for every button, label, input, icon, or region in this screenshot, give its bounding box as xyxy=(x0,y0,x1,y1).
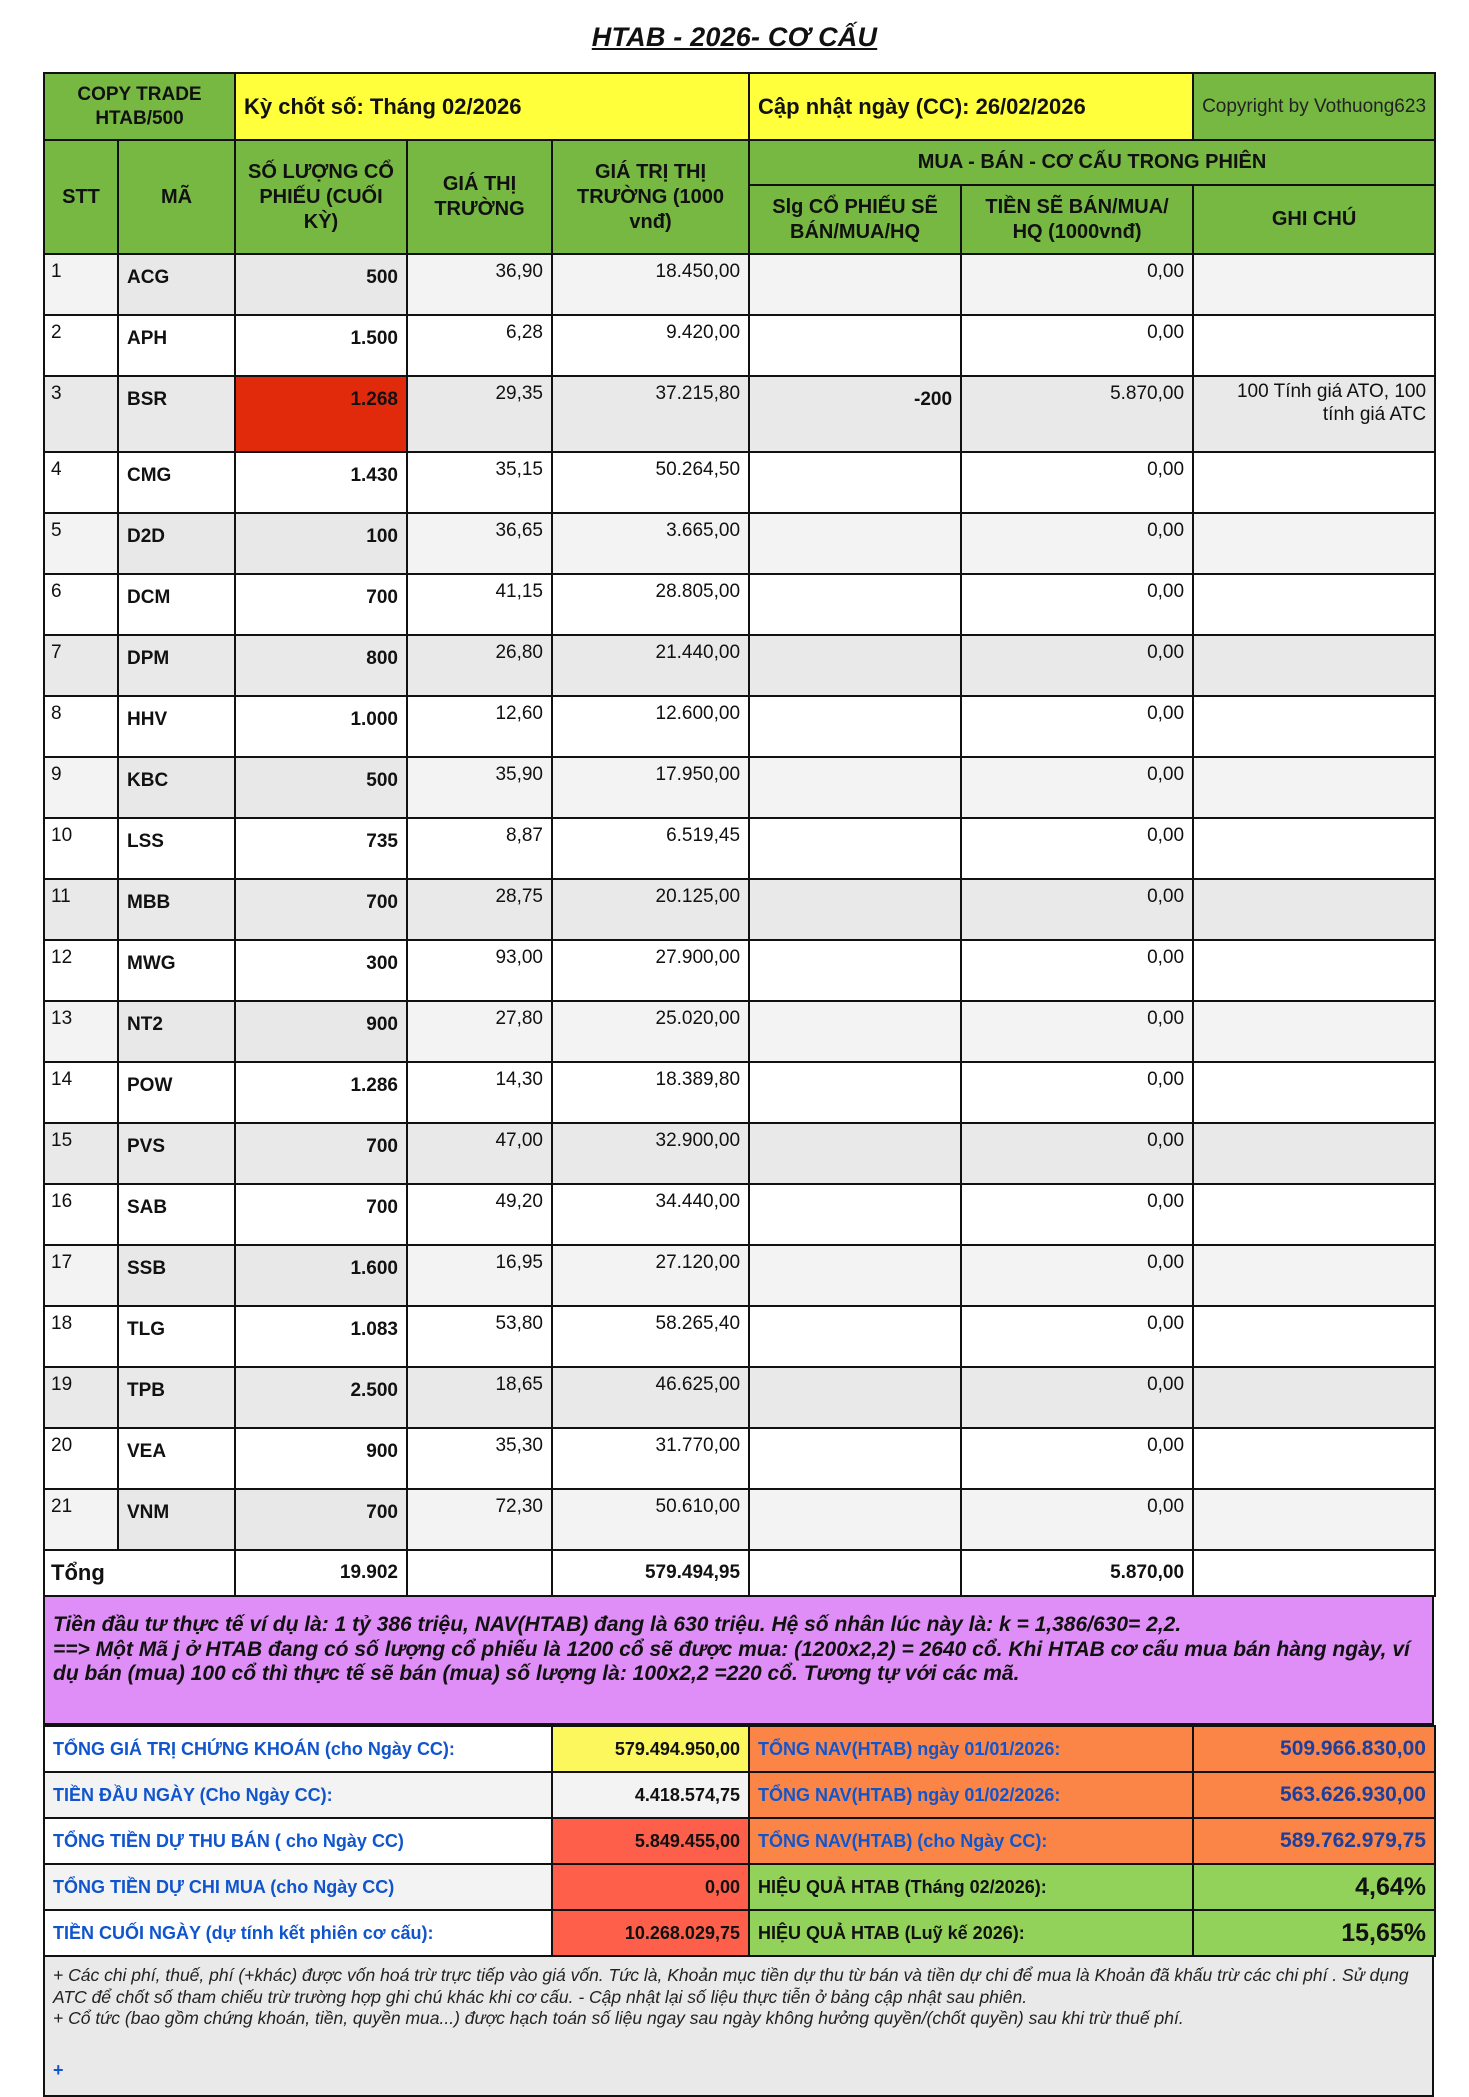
row-stt: 6 xyxy=(44,574,118,635)
row-so-luong: 800 xyxy=(235,635,407,696)
table-row xyxy=(44,1062,1435,1123)
row-stt: 7 xyxy=(44,635,118,696)
table-row xyxy=(44,513,1435,574)
row-tien-ban-mua: 0,00 xyxy=(961,757,1193,818)
table-row xyxy=(44,757,1435,818)
row-gia-tri: 20.125,00 xyxy=(552,879,749,940)
row-tien-ban-mua: 0,00 xyxy=(961,635,1193,696)
row-ghi-chu xyxy=(1193,879,1435,940)
row-ticker: APH xyxy=(118,315,235,376)
row-gia-tri: 34.440,00 xyxy=(552,1184,749,1245)
row-tien-ban-mua: 0,00 xyxy=(961,513,1193,574)
row-tien-ban-mua: 0,00 xyxy=(961,1123,1193,1184)
row-ticker: KBC xyxy=(118,757,235,818)
table-row xyxy=(44,1184,1435,1245)
row-so-luong: 735 xyxy=(235,818,407,879)
row-ghi-chu: 100 Tính giá ATO, 100 tính giá ATC xyxy=(1193,376,1435,452)
row-gia-tri: 27.120,00 xyxy=(552,1245,749,1306)
summary-row xyxy=(44,1910,1435,1956)
table-row xyxy=(44,1306,1435,1367)
row-slg-ban-mua: -200 xyxy=(749,376,961,452)
row-slg-ban-mua xyxy=(749,1062,961,1123)
row-gia-thi-truong: 8,87 xyxy=(407,818,552,879)
row-stt: 14 xyxy=(44,1062,118,1123)
total-so-luong: 19.902 xyxy=(235,1550,407,1596)
row-slg-ban-mua xyxy=(749,1306,961,1367)
table-row xyxy=(44,940,1435,1001)
summary-right-value: 15,65% xyxy=(1193,1910,1435,1956)
row-gia-tri: 6.519,45 xyxy=(552,818,749,879)
row-tien-ban-mua: 0,00 xyxy=(961,574,1193,635)
total-empty-gia xyxy=(407,1550,552,1596)
table-row xyxy=(44,818,1435,879)
row-slg-ban-mua xyxy=(749,1245,961,1306)
table-row xyxy=(44,1489,1435,1550)
col-header-so-luong: SỐ LƯỢNG CỔ PHIẾU (CUỐI KỲ) xyxy=(235,140,407,254)
table-row xyxy=(44,1001,1435,1062)
row-tien-ban-mua: 0,00 xyxy=(961,1245,1193,1306)
total-empty-slg xyxy=(749,1550,961,1596)
total-empty-note xyxy=(1193,1550,1435,1596)
row-gia-thi-truong: 35,15 xyxy=(407,452,552,513)
copy-trade-label: COPY TRADE HTAB/500 xyxy=(44,73,235,140)
table-row xyxy=(44,1428,1435,1489)
row-ghi-chu xyxy=(1193,940,1435,1001)
row-ticker: BSR xyxy=(118,376,235,452)
row-gia-thi-truong: 18,65 xyxy=(407,1367,552,1428)
row-tien-ban-mua: 0,00 xyxy=(961,452,1193,513)
row-gia-tri: 18.450,00 xyxy=(552,254,749,315)
row-slg-ban-mua xyxy=(749,1001,961,1062)
row-gia-thi-truong: 53,80 xyxy=(407,1306,552,1367)
row-so-luong: 1.268 xyxy=(235,376,407,452)
add-note-plus-icon[interactable]: + xyxy=(53,2059,64,2080)
row-ghi-chu xyxy=(1193,1428,1435,1489)
period-label: Kỳ chốt số: Tháng 02/2026 xyxy=(235,73,749,140)
row-ghi-chu xyxy=(1193,1001,1435,1062)
row-ticker: VEA xyxy=(118,1428,235,1489)
row-ticker: ACG xyxy=(118,254,235,315)
row-slg-ban-mua xyxy=(749,1489,961,1550)
row-slg-ban-mua xyxy=(749,254,961,315)
summary-right-value: 4,64% xyxy=(1193,1864,1435,1910)
summary-row xyxy=(44,1772,1435,1818)
row-slg-ban-mua xyxy=(749,879,961,940)
row-gia-tri: 31.770,00 xyxy=(552,1428,749,1489)
row-ticker: LSS xyxy=(118,818,235,879)
row-tien-ban-mua: 0,00 xyxy=(961,940,1193,1001)
row-gia-tri: 12.600,00 xyxy=(552,696,749,757)
row-gia-tri: 18.389,80 xyxy=(552,1062,749,1123)
table-row xyxy=(44,452,1435,513)
row-gia-thi-truong: 29,35 xyxy=(407,376,552,452)
row-ticker: SSB xyxy=(118,1245,235,1306)
row-gia-tri: 32.900,00 xyxy=(552,1123,749,1184)
row-so-luong: 700 xyxy=(235,879,407,940)
row-gia-thi-truong: 12,60 xyxy=(407,696,552,757)
summary-row xyxy=(44,1818,1435,1864)
row-stt: 15 xyxy=(44,1123,118,1184)
row-ticker: VNM xyxy=(118,1489,235,1550)
row-slg-ban-mua xyxy=(749,757,961,818)
row-slg-ban-mua xyxy=(749,315,961,376)
row-so-luong: 100 xyxy=(235,513,407,574)
row-ghi-chu xyxy=(1193,818,1435,879)
table-row xyxy=(44,879,1435,940)
col-group-mua-ban: MUA - BÁN - CƠ CẤU TRONG PHIÊN xyxy=(749,140,1435,185)
row-so-luong: 700 xyxy=(235,1184,407,1245)
row-gia-thi-truong: 27,80 xyxy=(407,1001,552,1062)
row-gia-thi-truong: 35,90 xyxy=(407,757,552,818)
row-gia-thi-truong: 47,00 xyxy=(407,1123,552,1184)
summary-row xyxy=(44,1864,1435,1910)
row-so-luong: 1.286 xyxy=(235,1062,407,1123)
summary-left-value: 0,00 xyxy=(552,1864,749,1910)
row-gia-thi-truong: 36,90 xyxy=(407,254,552,315)
row-tien-ban-mua: 0,00 xyxy=(961,1306,1193,1367)
row-gia-thi-truong: 36,65 xyxy=(407,513,552,574)
row-so-luong: 1.430 xyxy=(235,452,407,513)
table-row xyxy=(44,254,1435,315)
row-ticker: MBB xyxy=(118,879,235,940)
total-gia-tri: 579.494,95 xyxy=(552,1550,749,1596)
col-header-gia-tri: GIÁ TRỊ THỊ TRƯỜNG (1000 vnđ) xyxy=(552,140,749,254)
footer-note-2: + Cổ tức (bao gồm chứng khoán, tiền, quyền mua...) được hạch toán số liệu ngay sau ngày không hưởng quyền/(chốt quyền) sau khi trừ thuế phí. xyxy=(53,2008,1184,2028)
explanation-line-1: Tiền đầu tư thực tế ví dụ là: 1 tỷ 386 triệu, NAV(HTAB) đang là 630 triệu. Hệ số nhân lúc này là: k = 1,386/630= 2,2. xyxy=(53,1613,1182,1636)
row-gia-tri: 46.625,00 xyxy=(552,1367,749,1428)
summary-right-label: TỔNG NAV(HTAB) ngày 01/02/2026: xyxy=(749,1772,1193,1818)
row-so-luong: 300 xyxy=(235,940,407,1001)
row-ticker: PVS xyxy=(118,1123,235,1184)
row-stt: 9 xyxy=(44,757,118,818)
col-header-ma: MÃ xyxy=(118,140,235,254)
row-ghi-chu xyxy=(1193,1306,1435,1367)
summary-left-label: TỔNG TIỀN DỰ THU BÁN ( cho Ngày CC) xyxy=(44,1818,552,1864)
row-tien-ban-mua: 0,00 xyxy=(961,1428,1193,1489)
summary-left-label: TIỀN ĐẦU NGÀY (Cho Ngày CC): xyxy=(44,1772,552,1818)
row-so-luong: 1.083 xyxy=(235,1306,407,1367)
total-tien: 5.870,00 xyxy=(961,1550,1193,1596)
row-gia-tri: 37.215,80 xyxy=(552,376,749,452)
col-header-ghi-chu: GHI CHÚ xyxy=(1193,185,1435,254)
row-so-luong: 1.500 xyxy=(235,315,407,376)
row-slg-ban-mua xyxy=(749,452,961,513)
row-stt: 10 xyxy=(44,818,118,879)
row-ghi-chu xyxy=(1193,315,1435,376)
row-ticker: D2D xyxy=(118,513,235,574)
row-ghi-chu xyxy=(1193,1367,1435,1428)
summary-row xyxy=(44,1726,1435,1772)
row-gia-tri: 9.420,00 xyxy=(552,315,749,376)
row-tien-ban-mua: 5.870,00 xyxy=(961,376,1193,452)
row-ghi-chu xyxy=(1193,1123,1435,1184)
row-gia-thi-truong: 41,15 xyxy=(407,574,552,635)
update-date-label: Cập nhật ngày (CC): 26/02/2026 xyxy=(749,73,1193,140)
explanation-line-2: ==> Một Mã j ở HTAB đang có số lượng cổ phiếu là 1200 cổ sẽ được mua: (1200x2,2) = 2640 cổ. Khi HTAB cơ cấu mua bán hàng ngày, ví dụ bán (mua) 100 cổ thì thực tế sẽ bán (mua) số lượng là: 100x2,2 =220 cổ. Tương tự với các mã. xyxy=(53,1637,1410,1685)
row-stt: 20 xyxy=(44,1428,118,1489)
row-stt: 17 xyxy=(44,1245,118,1306)
row-stt: 12 xyxy=(44,940,118,1001)
row-gia-tri: 50.610,00 xyxy=(552,1489,749,1550)
row-gia-thi-truong: 93,00 xyxy=(407,940,552,1001)
row-stt: 3 xyxy=(44,376,118,452)
table-row xyxy=(44,315,1435,376)
row-ghi-chu xyxy=(1193,452,1435,513)
row-so-luong: 700 xyxy=(235,1123,407,1184)
summary-right-value: 563.626.930,00 xyxy=(1193,1772,1435,1818)
row-ticker: NT2 xyxy=(118,1001,235,1062)
summary-right-label: HIỆU QUẢ HTAB (Tháng 02/2026): xyxy=(749,1864,1193,1910)
table-row xyxy=(44,1123,1435,1184)
row-gia-tri: 17.950,00 xyxy=(552,757,749,818)
row-slg-ban-mua xyxy=(749,574,961,635)
footer-notes xyxy=(43,1957,1434,2097)
summary-left-label: TỔNG TIỀN DỰ CHI MUA (cho Ngày CC) xyxy=(44,1864,552,1910)
row-gia-thi-truong: 14,30 xyxy=(407,1062,552,1123)
row-ticker: MWG xyxy=(118,940,235,1001)
col-header-stt: STT xyxy=(44,140,118,254)
row-slg-ban-mua xyxy=(749,1184,961,1245)
copyright-label: Copyright by Vothuong623 xyxy=(1193,73,1435,140)
row-slg-ban-mua xyxy=(749,1367,961,1428)
row-gia-tri: 28.805,00 xyxy=(552,574,749,635)
row-so-luong: 1.000 xyxy=(235,696,407,757)
table-row xyxy=(44,635,1435,696)
summary-left-value: 10.268.029,75 xyxy=(552,1910,749,1956)
summary-left-value: 579.494.950,00 xyxy=(552,1726,749,1772)
row-tien-ban-mua: 0,00 xyxy=(961,879,1193,940)
row-slg-ban-mua xyxy=(749,635,961,696)
table-row xyxy=(44,376,1435,452)
total-label: Tổng xyxy=(44,1550,235,1596)
row-stt: 18 xyxy=(44,1306,118,1367)
row-slg-ban-mua xyxy=(749,1123,961,1184)
row-gia-thi-truong: 35,30 xyxy=(407,1428,552,1489)
table-row xyxy=(44,1367,1435,1428)
row-slg-ban-mua xyxy=(749,1428,961,1489)
table-row xyxy=(44,1245,1435,1306)
row-tien-ban-mua: 0,00 xyxy=(961,315,1193,376)
row-ghi-chu xyxy=(1193,1184,1435,1245)
row-ghi-chu xyxy=(1193,1062,1435,1123)
summary-left-label: TIỀN CUỐI NGÀY (dự tính kết phiên cơ cấu): xyxy=(44,1910,552,1956)
row-stt: 21 xyxy=(44,1489,118,1550)
row-gia-tri: 58.265,40 xyxy=(552,1306,749,1367)
row-stt: 16 xyxy=(44,1184,118,1245)
row-gia-tri: 25.020,00 xyxy=(552,1001,749,1062)
row-ghi-chu xyxy=(1193,574,1435,635)
table-row xyxy=(44,696,1435,757)
row-so-luong: 1.600 xyxy=(235,1245,407,1306)
row-slg-ban-mua xyxy=(749,818,961,879)
summary-table xyxy=(43,1725,1436,1957)
row-ghi-chu xyxy=(1193,757,1435,818)
row-so-luong: 900 xyxy=(235,1001,407,1062)
col-header-gia-thi-truong: GIÁ THỊ TRƯỜNG xyxy=(407,140,552,254)
row-stt: 13 xyxy=(44,1001,118,1062)
row-ticker: DPM xyxy=(118,635,235,696)
table-row xyxy=(44,574,1435,635)
row-ticker: TLG xyxy=(118,1306,235,1367)
row-ticker: DCM xyxy=(118,574,235,635)
summary-right-value: 509.966.830,00 xyxy=(1193,1726,1435,1772)
row-gia-tri: 3.665,00 xyxy=(552,513,749,574)
row-ticker: POW xyxy=(118,1062,235,1123)
summary-right-label: TỔNG NAV(HTAB) (cho Ngày CC): xyxy=(749,1818,1193,1864)
row-slg-ban-mua xyxy=(749,696,961,757)
row-ghi-chu xyxy=(1193,513,1435,574)
multiplier-explanation xyxy=(43,1597,1434,1725)
row-ticker: TPB xyxy=(118,1367,235,1428)
row-gia-thi-truong: 49,20 xyxy=(407,1184,552,1245)
row-tien-ban-mua: 0,00 xyxy=(961,1367,1193,1428)
row-ticker: HHV xyxy=(118,696,235,757)
row-stt: 19 xyxy=(44,1367,118,1428)
summary-right-label: TỔNG NAV(HTAB) ngày 01/01/2026: xyxy=(749,1726,1193,1772)
row-tien-ban-mua: 0,00 xyxy=(961,1001,1193,1062)
summary-right-value: 589.762.979,75 xyxy=(1193,1818,1435,1864)
portfolio-table xyxy=(43,72,1436,1597)
page-title: HTAB - 2026- CƠ CẤU xyxy=(591,22,878,52)
col-header-slg-ban-mua: Slg CỔ PHIẾU SẼ BÁN/MUA/HQ xyxy=(749,185,961,254)
row-ticker: CMG xyxy=(118,452,235,513)
footer-note-1: + Các chi phí, thuế, phí (+khác) được vốn hoá trừ trực tiếp vào giá vốn. Tức là, Khoản mục tiền dự thu từ bán và tiền dự chi để mua là Khoản đã khấu trừ các chi phí . Sử dụng ATC để chốt số tham chiếu trừ trường hợp ghi chú khác khi cơ cấu. - Cập nhật lại số liệu thực tiễn ở bảng cập nhật sau phiên. xyxy=(53,1965,1409,2007)
summary-left-label: TỔNG GIÁ TRỊ CHỨNG KHOÁN (cho Ngày CC): xyxy=(44,1726,552,1772)
row-gia-thi-truong: 26,80 xyxy=(407,635,552,696)
summary-left-value: 5.849.455,00 xyxy=(552,1818,749,1864)
row-tien-ban-mua: 0,00 xyxy=(961,254,1193,315)
row-stt: 5 xyxy=(44,513,118,574)
row-tien-ban-mua: 0,00 xyxy=(961,1184,1193,1245)
row-stt: 2 xyxy=(44,315,118,376)
row-gia-thi-truong: 28,75 xyxy=(407,879,552,940)
row-stt: 8 xyxy=(44,696,118,757)
row-ghi-chu xyxy=(1193,1245,1435,1306)
row-gia-tri: 50.264,50 xyxy=(552,452,749,513)
row-stt: 4 xyxy=(44,452,118,513)
row-ghi-chu xyxy=(1193,635,1435,696)
row-gia-thi-truong: 16,95 xyxy=(407,1245,552,1306)
row-tien-ban-mua: 0,00 xyxy=(961,696,1193,757)
row-stt: 11 xyxy=(44,879,118,940)
col-header-tien-ban-mua: TIỀN SẼ BÁN/MUA/ HQ (1000vnđ) xyxy=(961,185,1193,254)
table-body xyxy=(44,254,1435,1550)
row-gia-thi-truong: 6,28 xyxy=(407,315,552,376)
row-ghi-chu xyxy=(1193,696,1435,757)
row-so-luong: 700 xyxy=(235,1489,407,1550)
row-so-luong: 500 xyxy=(235,254,407,315)
row-gia-tri: 21.440,00 xyxy=(552,635,749,696)
row-so-luong: 2.500 xyxy=(235,1367,407,1428)
row-so-luong: 700 xyxy=(235,574,407,635)
row-gia-thi-truong: 72,30 xyxy=(407,1489,552,1550)
row-ghi-chu xyxy=(1193,1489,1435,1550)
row-slg-ban-mua xyxy=(749,513,961,574)
row-tien-ban-mua: 0,00 xyxy=(961,1062,1193,1123)
total-row xyxy=(44,1550,1435,1596)
row-so-luong: 500 xyxy=(235,757,407,818)
row-ticker: SAB xyxy=(118,1184,235,1245)
row-ghi-chu xyxy=(1193,254,1435,315)
row-slg-ban-mua xyxy=(749,940,961,1001)
row-tien-ban-mua: 0,00 xyxy=(961,818,1193,879)
row-tien-ban-mua: 0,00 xyxy=(961,1489,1193,1550)
row-so-luong: 900 xyxy=(235,1428,407,1489)
row-stt: 1 xyxy=(44,254,118,315)
summary-left-value: 4.418.574,75 xyxy=(552,1772,749,1818)
row-gia-tri: 27.900,00 xyxy=(552,940,749,1001)
portfolio-sheet xyxy=(43,72,1434,2097)
summary-right-label: HIỆU QUẢ HTAB (Luỹ kế 2026): xyxy=(749,1910,1193,1956)
